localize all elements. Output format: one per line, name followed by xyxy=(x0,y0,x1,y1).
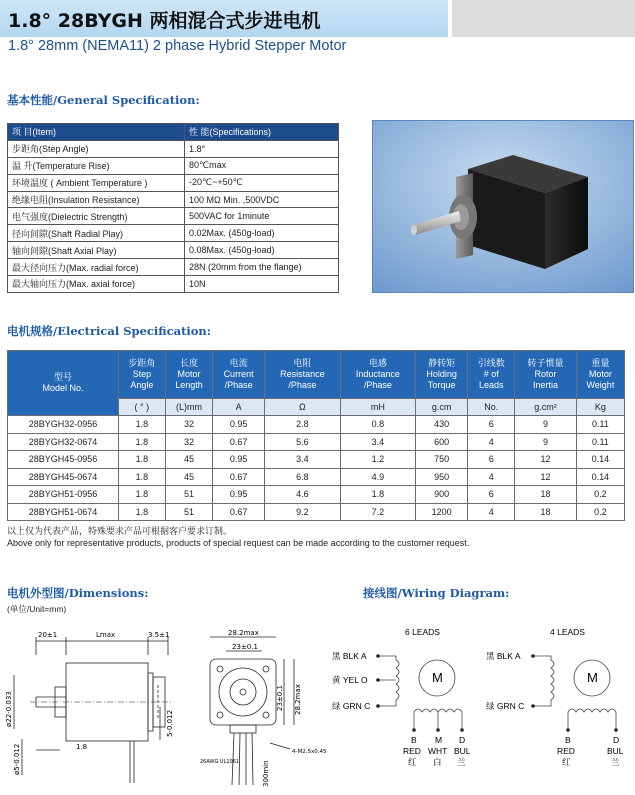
dim-5: ø5-0.012 xyxy=(13,743,21,775)
dim-3-5: 3.5±1 xyxy=(148,631,170,639)
spec-cell: 1.8° xyxy=(185,140,339,157)
model-cell: 28BYGH51-0674 xyxy=(8,503,119,521)
spec-cell: 1.8 xyxy=(119,433,166,451)
spec-cell: 1.8 xyxy=(119,451,166,469)
header-length: 长度 Motor Length xyxy=(165,351,213,399)
spec-cell: 4 xyxy=(468,503,515,521)
spec-cell: 0.95 xyxy=(213,451,265,469)
spec-cell: 12 xyxy=(515,468,577,486)
item-cell: 温 升(Temperature Rise) xyxy=(8,157,185,174)
note-cn: 以上仅为代表产品，特殊要求产品可根据客户要求订制。 xyxy=(7,526,233,536)
model-cell: 28BYGH45-0674 xyxy=(8,468,119,486)
table-row xyxy=(8,433,625,451)
dim-23a: 23±0.1 xyxy=(232,643,258,651)
six-wht-cn: 白 xyxy=(433,757,442,767)
unit-cell: No. xyxy=(468,399,515,416)
four-label-c: 绿 GRN C xyxy=(486,701,525,711)
four-motor-label: M xyxy=(587,670,598,685)
electrical-spec-table xyxy=(7,350,625,521)
four-red: RED xyxy=(557,746,575,756)
table-row xyxy=(8,503,625,521)
model-cell: 28BYGH32-0956 xyxy=(8,416,119,434)
table-row xyxy=(8,174,339,191)
wiring-diagram xyxy=(330,622,635,790)
wiring-section-title: 接线图/Wiring Diagram: xyxy=(363,586,510,600)
table-row xyxy=(8,140,339,157)
spec-cell: 0.95 xyxy=(213,416,265,434)
electrical-rows xyxy=(8,416,625,521)
spec-cell: 0.67 xyxy=(213,503,265,521)
item-cell: 轴向间隙(Shaft Axial Play) xyxy=(8,242,185,259)
spec-cell: 0.14 xyxy=(576,468,624,486)
spec-cell: 4.6 xyxy=(264,486,340,504)
header-gray-block xyxy=(452,0,635,37)
spec-cell: 0.8 xyxy=(340,416,415,434)
spec-cell: 100 MΩ Min. ,500VDC xyxy=(185,191,339,208)
motor-photo xyxy=(372,120,634,293)
spec-cell: 4 xyxy=(468,433,515,451)
item-cell: 最大径向压力(Max. radial force) xyxy=(8,259,185,276)
dim-lmax: Lmax xyxy=(96,631,116,639)
spec-cell: 430 xyxy=(415,416,468,434)
spec-cell: 1.2 xyxy=(340,451,415,469)
spec-cell: 6 xyxy=(468,451,515,469)
table-row xyxy=(8,451,625,469)
unit-cell: mH xyxy=(340,399,415,416)
wiring-diagram-svg xyxy=(330,622,635,790)
six-bul: BUL xyxy=(454,746,471,756)
spec-cell: 32 xyxy=(165,433,213,451)
dim-wire: 26AWG UL1061 xyxy=(200,759,240,765)
dim-20: 20±1 xyxy=(38,631,58,639)
spec-cell: 0.02Max. (450g-load) xyxy=(185,225,339,242)
spec-cell: 18 xyxy=(515,503,577,521)
unit-cell: Ω xyxy=(264,399,340,416)
four-bul: BUL xyxy=(607,746,624,756)
six-wht: WHT xyxy=(428,746,448,756)
dim-1-8: 1.8 xyxy=(76,743,88,751)
table-row xyxy=(8,468,625,486)
spec-cell: 9.2 xyxy=(264,503,340,521)
dim-28-2b: 28.2max xyxy=(294,684,302,715)
spec-cell: 0.08Max. (450g-load) xyxy=(185,242,339,259)
spec-cell: 5.6 xyxy=(264,433,340,451)
item-cell: 环境温度 ( Ambient Temperature ) xyxy=(8,174,185,191)
header-spec: 性 能(Specifications) xyxy=(185,124,339,141)
header-item: 项 目(Item) xyxy=(8,124,185,141)
header-step-angle: 步距角 Step Angle xyxy=(119,351,166,399)
model-cell: 28BYGH45-0956 xyxy=(8,451,119,469)
spec-cell: 900 xyxy=(415,486,468,504)
spec-cell: 7.2 xyxy=(340,503,415,521)
six-label-o: 黄 YEL O xyxy=(332,675,368,685)
table-row xyxy=(8,191,339,208)
six-label-c: 绿 GRN C xyxy=(332,701,371,711)
spec-cell: 80℃max xyxy=(185,157,339,174)
spec-cell: 3.4 xyxy=(340,433,415,451)
spec-cell: 1.8 xyxy=(119,416,166,434)
spec-cell: 0.67 xyxy=(213,468,265,486)
spec-cell: 1200 xyxy=(415,503,468,521)
dim-22: ø22-0.033 xyxy=(5,691,13,727)
spec-cell: 9 xyxy=(515,416,577,434)
page-title: 1.8° 28BYGH 两相混合式步进电机 xyxy=(8,10,321,32)
item-cell: 最大轴向压力(Max. axial force) xyxy=(8,276,185,293)
spec-cell: 9 xyxy=(515,433,577,451)
header-torque: 静转矩 Holding Torque xyxy=(415,351,468,399)
spec-cell: 950 xyxy=(415,468,468,486)
four-label-a: 黑 BLK A xyxy=(486,651,521,661)
unit-cell: Kg xyxy=(576,399,624,416)
spec-cell: 18 xyxy=(515,486,577,504)
spec-cell: 4.9 xyxy=(340,468,415,486)
dim-300: 300min xyxy=(262,760,270,787)
header-leads: 引线数 # of Leads xyxy=(468,351,515,399)
spec-cell: 45 xyxy=(165,468,213,486)
spec-cell: 1.8 xyxy=(119,468,166,486)
four-d: D xyxy=(613,735,620,745)
table-row xyxy=(8,208,339,225)
table-row xyxy=(8,225,339,242)
spec-cell: 2.8 xyxy=(264,416,340,434)
six-label-a: 黑 BLK A xyxy=(332,651,367,661)
model-cell: 28BYGH51-0956 xyxy=(8,486,119,504)
item-cell: 径向间隙(Shaft Radial Play) xyxy=(8,225,185,242)
spec-cell: 32 xyxy=(165,416,213,434)
table-row xyxy=(8,416,625,434)
table-row xyxy=(8,242,339,259)
item-cell: 步距角(Step Angle) xyxy=(8,140,185,157)
six-leads-title: 6 LEADS xyxy=(405,627,440,637)
six-red-cn: 红 xyxy=(408,757,417,767)
spec-cell: 0.95 xyxy=(213,486,265,504)
six-d: D xyxy=(459,735,466,745)
spec-cell: 600 xyxy=(415,433,468,451)
spec-cell: 6.8 xyxy=(264,468,340,486)
table-row xyxy=(8,259,339,276)
six-bul-cn: 兰 xyxy=(457,757,466,767)
item-cell: 绝缘电阻(Insulation Resistance) xyxy=(8,191,185,208)
spec-cell: 500VAC for 1minute xyxy=(185,208,339,225)
item-cell: 电气强度(Dielectric Strength) xyxy=(8,208,185,225)
electrical-section-title: 电机规格/Electrical Specification: xyxy=(7,324,212,338)
spec-cell: 45 xyxy=(165,451,213,469)
table-header-row xyxy=(8,124,339,141)
unit-cell: ( ° ) xyxy=(119,399,166,416)
stepper-motor-image xyxy=(373,121,633,292)
unit-cell: A xyxy=(213,399,265,416)
table-row xyxy=(8,486,625,504)
six-m: M xyxy=(435,735,443,745)
note-en: Above only for representative products, products of special request can be made according to the customer request. xyxy=(7,538,470,548)
header-model: 型号 Model No. xyxy=(8,351,119,416)
spec-cell: 51 xyxy=(165,503,213,521)
model-cell: 28BYGH32-0674 xyxy=(8,433,119,451)
unit-cell: (L)mm xyxy=(165,399,213,416)
spec-cell: 6 xyxy=(468,486,515,504)
unit-cell: g.cm² xyxy=(515,399,577,416)
spec-cell: 0.11 xyxy=(576,416,624,434)
four-b: B xyxy=(565,735,571,745)
spec-cell: 3.4 xyxy=(264,451,340,469)
spec-cell: -20℃~+50℃ xyxy=(185,174,339,191)
spec-cell: 6 xyxy=(468,416,515,434)
header-inertia: 转子惯量 Rotor Inertia xyxy=(515,351,577,399)
spec-cell: 0.2 xyxy=(576,503,624,521)
header-inductance: 电感 Inductance /Phase xyxy=(340,351,415,399)
dim-5b: 5-0.012 xyxy=(166,709,174,737)
dimension-drawing-svg xyxy=(0,615,330,790)
dimension-drawing xyxy=(0,615,330,790)
header-current: 电流 Current /Phase xyxy=(213,351,265,399)
four-leads-title: 4 LEADS xyxy=(550,627,585,637)
table-header-row xyxy=(8,351,625,399)
spec-cell: 0.2 xyxy=(576,486,624,504)
dim-screw: 4-M2.5x0.45 xyxy=(292,749,327,755)
unit-cell: g.cm xyxy=(415,399,468,416)
table-row xyxy=(8,157,339,174)
dim-23b: 23±0.1 xyxy=(276,685,284,711)
six-b: B xyxy=(411,735,417,745)
spec-cell: 12 xyxy=(515,451,577,469)
spec-cell: 750 xyxy=(415,451,468,469)
spec-cell: 51 xyxy=(165,486,213,504)
header-weight: 重量 Motor Weight xyxy=(576,351,624,399)
spec-cell: 10N xyxy=(185,276,339,293)
spec-cell: 1.8 xyxy=(119,503,166,521)
spec-cell: 1.8 xyxy=(119,486,166,504)
six-red: RED xyxy=(403,746,421,756)
page-subtitle: 1.8° 28mm (NEMA11) 2 phase Hybrid Stepper Motor xyxy=(8,38,347,54)
dimensions-unit: (单位/Unit=mm) xyxy=(7,604,67,614)
spec-cell: 28N (20mm from the flange) xyxy=(185,259,339,276)
spec-cell: 4 xyxy=(468,468,515,486)
four-red-cn: 红 xyxy=(562,757,571,767)
general-spec-table xyxy=(7,123,339,293)
spec-cell: 1.8 xyxy=(340,486,415,504)
spec-cell: 0.67 xyxy=(213,433,265,451)
table-row xyxy=(8,276,339,293)
general-section-title: 基本性能/General Specification: xyxy=(7,93,200,107)
dimensions-section-title: 电机外型图/Dimensions: xyxy=(7,586,149,600)
header-resistance: 电阻 Resistance /Phase xyxy=(264,351,340,399)
spec-cell: 0.14 xyxy=(576,451,624,469)
four-bul-cn: 兰 xyxy=(611,757,620,767)
dim-28-2a: 28.2max xyxy=(228,629,259,637)
six-motor-label: M xyxy=(432,670,443,685)
spec-cell: 0.11 xyxy=(576,433,624,451)
